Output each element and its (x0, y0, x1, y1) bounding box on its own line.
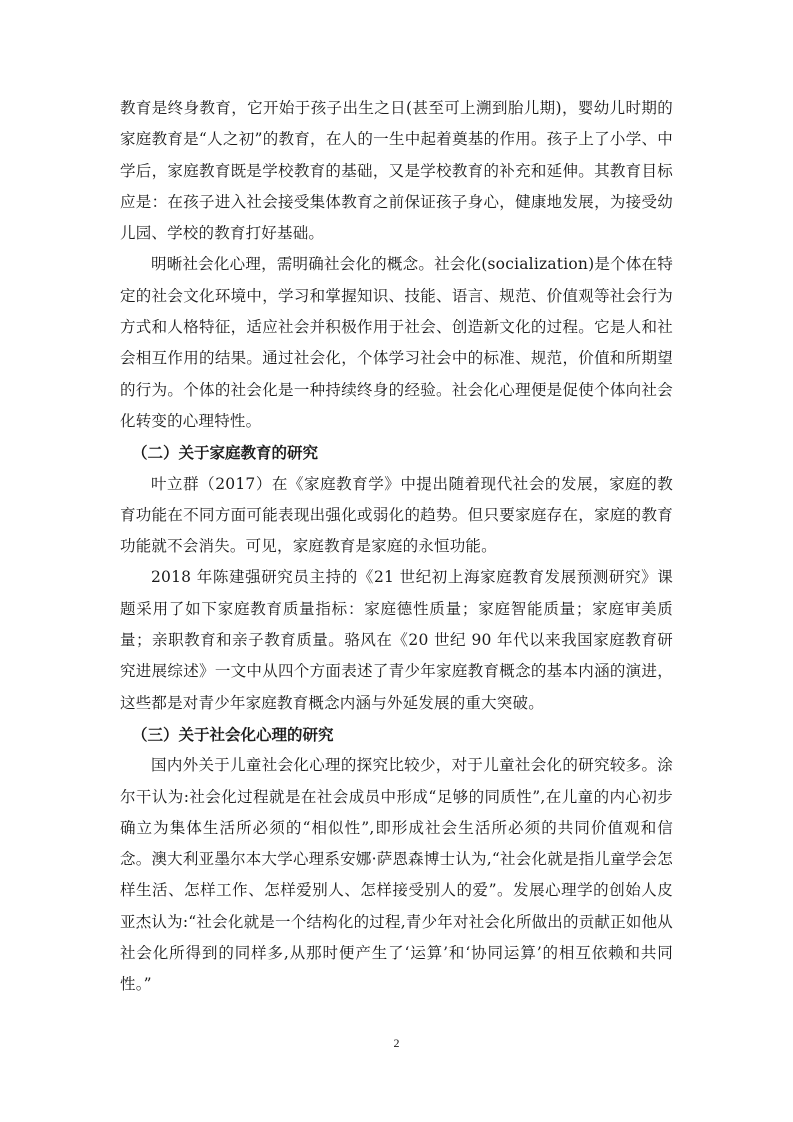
page-number: 2 (393, 1036, 400, 1050)
document-body (120, 93, 673, 1001)
paragraph-ye-liqun: 叶立群（2017）在《家庭教育学》中提出随着现代社会的发展，家庭的教育功能在不同方面可能表现出强化或弱化的趋势。但只要家庭存在，家庭的教育功能就不会消失。可见，家庭教育是家庭的永恒功能。 (120, 474, 673, 556)
section-heading-family-education: （二）关于家庭教育的研究 (132, 443, 319, 463)
paragraph-chen-jianqiang: 2018 年陈建强研究员主持的《21 世纪初上海家庭教育发展预测研究》课题采用了如下家庭教育质量指标：家庭德性质量；家庭智能质量；家庭审美质量；亲职教育和亲子教育质量。骆风在《20 世纪 90 年代以来我国家庭教育研究进展综述》一文中从四个方面表述了青少年家庭教育概念的基本内涵的演进，这些都是对青少年家庭教育概念内涵与外延发展的重大突破。 (120, 568, 673, 712)
section-heading-socialization-psychology: （三）关于社会化心理的研究 (132, 724, 334, 744)
paragraph-socialization-concept: 明晰社会化心理，需明确社会化的概念。社会化(socialization)是个体在特定的社会文化环境中，学习和掌握知识、技能、语言、规范、价值观等社会行为方式和人格特征，适应社会并积极作用于社会、创造新文化的过程。它是人和社会相互作用的结果。通过社会化，个体学习社会中的标准、规范，价值和所期望的行为。个体的社会化是一种持续终身的经验。社会化心理便是促使个体向社会化转变的心理特性。 (120, 255, 673, 430)
paragraph-lifelong-education: 教育是终身教育，它开始于孩子出生之日(甚至可上溯到胎儿期)，婴幼儿时期的家庭教育是“人之初”的教育，在人的一生中起着奠基的作用。孩子上了小学、中学后，家庭教育既是学校教育的基础，又是学校教育的补充和延伸。其教育目标应是：在孩子进入社会接受集体教育之前保证孩子身心，健康地发展，为接受幼儿园、学校的教育打好基础。 (120, 99, 673, 243)
paragraph-socialization-research: 国内外关于儿童社会化心理的探究比较少，对于儿童社会化的研究较多。涂尔干认为:社会化过程就是在社会成员中形成“足够的同质性”,在儿童的内心初步确立为集体生活所必须的“相似性”,即形成社会生活所必须的共同价值观和信念。澳大利亚墨尔本大学心理系安娜·萨恩森博士认为,“社会化就是指儿童学会怎样生活、怎样工作、怎样爱别人、怎样接受别人的爱”。发展心理学的创始人皮亚杰认为:“社会化就是一个结构化的过程,青少年对社会化所做出的贡献正如他从社会化所得到的同样多,从那时便产生了‘运算’和‘协同运算’的相互依赖和共同性。” (120, 756, 673, 994)
